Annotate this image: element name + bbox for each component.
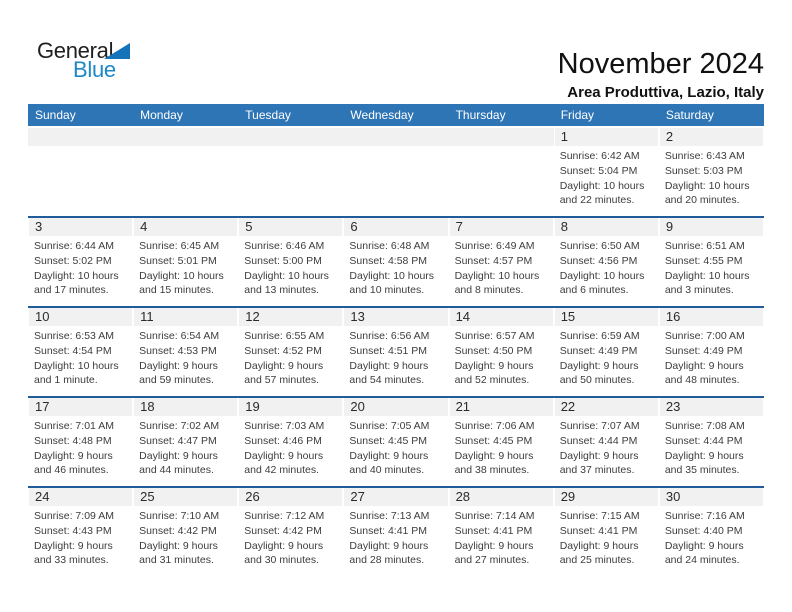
day-details: [449, 326, 554, 388]
sunrise-line: Sunrise: 6:53 AM: [34, 330, 114, 342]
sunset-line: Sunset: 4:43 PM: [34, 524, 112, 537]
sunset-line: Sunset: 5:04 PM: [559, 164, 638, 177]
sunrise-line: Sunrise: 7:14 AM: [454, 510, 535, 522]
day-cell: [238, 308, 343, 396]
day-details: [133, 236, 238, 298]
general-blue-logo: [30, 38, 140, 84]
daylight-line-2: and 42 minutes.: [244, 464, 319, 477]
daylight-line-2: and 28 minutes.: [349, 554, 425, 567]
logo-text-general: General: [37, 38, 114, 63]
daylight-line-1: Daylight: 9 hours: [34, 449, 113, 462]
day-cell: [238, 488, 343, 576]
day-cell: [554, 218, 659, 306]
day-number: 1: [560, 129, 568, 144]
sunset-line: Sunset: 4:57 PM: [454, 254, 533, 267]
day-cell: [449, 218, 554, 306]
day-details: [343, 506, 448, 568]
empty-cell: [238, 128, 343, 216]
weekday-label: Thursday: [455, 108, 506, 122]
day-details: [659, 506, 764, 568]
day-details: [343, 236, 448, 298]
sunrise-line: Sunrise: 6:54 AM: [139, 330, 220, 342]
daylight-line-2: and 10 minutes.: [349, 284, 425, 297]
sunset-line: Sunset: 4:40 PM: [664, 524, 743, 537]
daylight-line-2: and 15 minutes.: [139, 284, 214, 297]
day-details: [343, 416, 448, 478]
day-number: 27: [350, 489, 365, 504]
day-cell: [659, 128, 764, 216]
day-cell: [28, 488, 133, 576]
weekday-label: Sunday: [35, 108, 76, 122]
daylight-line-2: and 52 minutes.: [454, 374, 530, 387]
day-cell: [554, 398, 659, 486]
daylight-line-2: and 48 minutes.: [664, 374, 740, 387]
day-cell: [449, 308, 554, 396]
sunset-line: Sunset: 4:41 PM: [559, 524, 638, 537]
sunset-line: Sunset: 4:46 PM: [244, 434, 322, 447]
sunrise-line: Sunrise: 7:08 AM: [664, 420, 745, 432]
day-details: [28, 326, 133, 388]
sunrise-line: Sunrise: 6:56 AM: [349, 330, 430, 342]
day-band: [344, 218, 447, 236]
sunset-line: Sunset: 4:45 PM: [349, 434, 428, 447]
daylight-line-2: and 38 minutes.: [454, 464, 530, 477]
day-cell: [133, 488, 238, 576]
daylight-line-1: Daylight: 9 hours: [244, 449, 324, 462]
daylight-line-1: Daylight: 9 hours: [139, 359, 218, 372]
sunset-line: Sunset: 4:41 PM: [454, 524, 533, 537]
day-band: [450, 398, 553, 416]
daylight-line-1: Daylight: 9 hours: [559, 449, 639, 462]
sunrise-line: Sunrise: 7:00 AM: [664, 330, 745, 342]
day-details: [449, 506, 554, 568]
sunset-line: Sunset: 4:52 PM: [244, 344, 322, 357]
sunrise-line: Sunrise: 7:16 AM: [664, 510, 745, 522]
day-band: [344, 308, 447, 326]
daylight-line-2: and 54 minutes.: [349, 374, 425, 387]
day-band: [660, 128, 763, 146]
sunrise-line: Sunrise: 6:46 AM: [244, 240, 325, 252]
daylight-line-2: and 13 minutes.: [244, 284, 319, 297]
daylight-line-2: and 1 minute.: [34, 374, 98, 387]
day-details: [238, 236, 343, 298]
sunrise-line: Sunrise: 7:10 AM: [139, 510, 220, 522]
day-band: [134, 218, 237, 236]
day-number: 10: [35, 309, 50, 324]
day-number: 28: [455, 489, 471, 504]
daylight-line-1: Daylight: 9 hours: [244, 539, 324, 552]
day-band: [133, 128, 238, 146]
day-band: [29, 488, 132, 506]
sunset-line: Sunset: 4:58 PM: [349, 254, 428, 267]
daylight-line-1: Daylight: 9 hours: [454, 539, 534, 552]
day-number: 22: [560, 399, 576, 414]
daylight-line-2: and 35 minutes.: [664, 464, 740, 477]
sunset-line: Sunset: 4:48 PM: [34, 434, 112, 447]
day-details: [554, 506, 659, 568]
day-band: [29, 218, 132, 236]
sunrise-line: Sunrise: 6:43 AM: [664, 150, 745, 162]
day-details: [449, 416, 554, 478]
daylight-line-1: Daylight: 10 hours: [244, 269, 329, 282]
sunrise-line: Sunrise: 7:13 AM: [349, 510, 430, 522]
empty-cell: [28, 128, 133, 216]
sunset-line: Sunset: 4:49 PM: [559, 344, 638, 357]
empty-cell: [343, 128, 448, 216]
day-details: [133, 506, 238, 568]
day-details: [554, 326, 659, 388]
daylight-line-1: Daylight: 10 hours: [559, 179, 645, 192]
daylight-line-1: Daylight: 10 hours: [454, 269, 540, 282]
daylight-line-1: Daylight: 9 hours: [454, 449, 534, 462]
day-band: [555, 128, 658, 146]
daylight-line-1: Daylight: 9 hours: [244, 359, 324, 372]
sunrise-line: Sunrise: 7:06 AM: [454, 420, 535, 432]
day-band: [239, 218, 342, 236]
daylight-line-1: Daylight: 10 hours: [559, 269, 645, 282]
day-number: 20: [350, 399, 365, 414]
day-number: 3: [35, 219, 43, 234]
day-number: 6: [350, 219, 358, 234]
sunset-line: Sunset: 5:00 PM: [244, 254, 322, 267]
weekday-label: Tuesday: [245, 108, 291, 122]
day-details: [28, 506, 133, 568]
sunrise-line: Sunrise: 7:07 AM: [559, 420, 640, 432]
day-details: [554, 416, 659, 478]
day-band: [28, 128, 133, 146]
day-cell: [554, 488, 659, 576]
daylight-line-2: and 31 minutes.: [139, 554, 214, 567]
day-number: 9: [665, 219, 674, 234]
day-number: 16: [665, 309, 681, 324]
day-band: [555, 488, 658, 506]
week-row: [28, 306, 764, 396]
day-number: 24: [35, 489, 50, 504]
day-band: [343, 128, 448, 146]
empty-cell: [133, 128, 238, 216]
weekday-label: Friday: [560, 108, 595, 122]
day-cell: [238, 218, 343, 306]
day-number: 15: [560, 309, 576, 324]
week-row: [28, 396, 764, 486]
sunrise-line: Sunrise: 6:55 AM: [244, 330, 325, 342]
daylight-line-1: Daylight: 9 hours: [139, 539, 218, 552]
day-number: 21: [455, 399, 471, 414]
daylight-line-2: and 30 minutes.: [244, 554, 319, 567]
day-details: [659, 236, 764, 298]
page-subtitle: Area Produttiva, Lazio, Italy: [567, 84, 764, 101]
day-band: [555, 398, 658, 416]
daylight-line-1: Daylight: 10 hours: [139, 269, 224, 282]
day-number: 2: [665, 129, 674, 144]
weekday-label: Monday: [140, 108, 183, 122]
day-cell: [238, 398, 343, 486]
sunset-line: Sunset: 4:47 PM: [139, 434, 217, 447]
week-row: [28, 486, 764, 576]
day-number: 4: [140, 219, 148, 234]
sunrise-line: Sunrise: 7:03 AM: [244, 420, 325, 432]
sunset-line: Sunset: 4:42 PM: [244, 524, 322, 537]
day-cell: [343, 398, 448, 486]
daylight-line-1: Daylight: 9 hours: [349, 449, 429, 462]
daylight-line-2: and 46 minutes.: [34, 464, 109, 477]
daylight-line-2: and 57 minutes.: [244, 374, 319, 387]
day-band: [344, 398, 447, 416]
day-band: [239, 308, 342, 326]
day-cell: [659, 398, 764, 486]
day-band: [450, 218, 553, 236]
day-cell: [28, 218, 133, 306]
day-details: [554, 236, 659, 298]
day-details: [238, 416, 343, 478]
page-title: November 2024: [557, 48, 764, 80]
day-band: [344, 488, 447, 506]
day-band: [450, 488, 553, 506]
day-band: [29, 308, 132, 326]
sunset-line: Sunset: 4:49 PM: [664, 344, 743, 357]
day-cell: [449, 398, 554, 486]
sunrise-line: Sunrise: 6:50 AM: [559, 240, 640, 252]
day-band: [449, 128, 554, 146]
daylight-line-2: and 6 minutes.: [559, 284, 629, 297]
daylight-line-2: and 37 minutes.: [559, 464, 635, 477]
daylight-line-1: Daylight: 10 hours: [664, 179, 750, 192]
sunset-line: Sunset: 5:03 PM: [664, 164, 743, 177]
calendar-grid: [28, 104, 764, 576]
sunset-line: Sunset: 4:41 PM: [349, 524, 428, 537]
day-cell: [343, 218, 448, 306]
daylight-line-2: and 3 minutes.: [664, 284, 734, 297]
day-cell: [659, 218, 764, 306]
weekday-label: Wednesday: [350, 108, 414, 122]
sunset-line: Sunset: 4:45 PM: [454, 434, 533, 447]
sunrise-line: Sunrise: 6:42 AM: [559, 150, 640, 162]
day-band: [134, 488, 237, 506]
day-band: [555, 308, 658, 326]
sunset-line: Sunset: 5:01 PM: [139, 254, 217, 267]
daylight-line-1: Daylight: 9 hours: [139, 449, 218, 462]
day-details: [659, 146, 764, 208]
daylight-line-1: Daylight: 9 hours: [454, 359, 534, 372]
sunrise-line: Sunrise: 6:51 AM: [664, 240, 745, 252]
daylight-line-1: Daylight: 10 hours: [34, 359, 119, 372]
daylight-line-1: Daylight: 9 hours: [34, 539, 113, 552]
daylight-line-2: and 44 minutes.: [139, 464, 214, 477]
sunrise-line: Sunrise: 7:02 AM: [139, 420, 220, 432]
day-details: [133, 326, 238, 388]
daylight-line-1: Daylight: 9 hours: [664, 449, 744, 462]
week-row: [28, 128, 764, 216]
sunset-line: Sunset: 5:02 PM: [34, 254, 112, 267]
sunrise-line: Sunrise: 7:09 AM: [34, 510, 114, 522]
day-band: [134, 398, 237, 416]
weekday-header-row: [28, 104, 764, 126]
day-number: 14: [455, 309, 471, 324]
day-cell: [659, 488, 764, 576]
day-number: 12: [245, 309, 260, 324]
daylight-line-2: and 20 minutes.: [664, 194, 740, 207]
daylight-line-1: Daylight: 9 hours: [559, 539, 639, 552]
day-band: [555, 218, 658, 236]
day-number: 26: [245, 489, 260, 504]
day-number: 25: [140, 489, 155, 504]
day-details: [449, 236, 554, 298]
sunset-line: Sunset: 4:51 PM: [349, 344, 428, 357]
daylight-line-2: and 59 minutes.: [139, 374, 214, 387]
sunrise-line: Sunrise: 6:59 AM: [559, 330, 640, 342]
day-band: [134, 308, 237, 326]
daylight-line-1: Daylight: 10 hours: [34, 269, 119, 282]
day-band: [450, 308, 553, 326]
sunset-line: Sunset: 4:53 PM: [139, 344, 217, 357]
day-cell: [449, 488, 554, 576]
day-cell: [133, 218, 238, 306]
day-band: [238, 128, 343, 146]
sunset-line: Sunset: 4:56 PM: [559, 254, 638, 267]
daylight-line-1: Daylight: 10 hours: [664, 269, 750, 282]
day-band: [660, 218, 763, 236]
daylight-line-2: and 17 minutes.: [34, 284, 109, 297]
daylight-line-2: and 24 minutes.: [664, 554, 740, 567]
daylight-line-1: Daylight: 9 hours: [664, 539, 744, 552]
day-cell: [554, 128, 659, 216]
weeks-container: [28, 128, 764, 576]
day-band: [660, 398, 763, 416]
day-details: [28, 416, 133, 478]
empty-cell: [449, 128, 554, 216]
day-number: 17: [35, 399, 50, 414]
day-number: 13: [350, 309, 365, 324]
sunset-line: Sunset: 4:55 PM: [664, 254, 743, 267]
day-cell: [659, 308, 764, 396]
daylight-line-1: Daylight: 10 hours: [349, 269, 435, 282]
sunrise-line: Sunrise: 6:48 AM: [349, 240, 430, 252]
daylight-line-1: Daylight: 9 hours: [349, 539, 429, 552]
day-number: 5: [245, 219, 253, 234]
sunrise-line: Sunrise: 6:44 AM: [34, 240, 114, 252]
daylight-line-1: Daylight: 9 hours: [559, 359, 639, 372]
sunset-line: Sunset: 4:54 PM: [34, 344, 112, 357]
daylight-line-2: and 25 minutes.: [559, 554, 635, 567]
daylight-line-2: and 27 minutes.: [454, 554, 530, 567]
day-band: [660, 488, 763, 506]
day-number: 19: [245, 399, 260, 414]
day-number: 29: [560, 489, 576, 504]
sunrise-line: Sunrise: 6:45 AM: [139, 240, 220, 252]
day-details: [554, 146, 659, 208]
day-band: [29, 398, 132, 416]
sunset-line: Sunset: 4:50 PM: [454, 344, 533, 357]
day-number: 8: [560, 219, 568, 234]
day-cell: [133, 308, 238, 396]
day-details: [238, 326, 343, 388]
day-number: 23: [665, 399, 681, 414]
day-details: [659, 416, 764, 478]
sunrise-line: Sunrise: 6:57 AM: [454, 330, 535, 342]
day-cell: [28, 398, 133, 486]
day-band: [660, 308, 763, 326]
daylight-line-2: and 40 minutes.: [349, 464, 425, 477]
day-details: [28, 236, 133, 298]
day-number: 11: [140, 309, 154, 324]
daylight-line-2: and 22 minutes.: [559, 194, 635, 207]
day-cell: [133, 398, 238, 486]
day-number: 30: [665, 489, 681, 504]
day-details: [238, 506, 343, 568]
daylight-line-1: Daylight: 9 hours: [664, 359, 744, 372]
sunrise-line: Sunrise: 7:05 AM: [349, 420, 430, 432]
daylight-line-1: Daylight: 9 hours: [349, 359, 429, 372]
sunset-line: Sunset: 4:42 PM: [139, 524, 217, 537]
week-row: [28, 216, 764, 306]
day-band: [239, 398, 342, 416]
weekday-label: Saturday: [665, 108, 714, 122]
day-number: 18: [140, 399, 155, 414]
sunrise-line: Sunrise: 6:49 AM: [454, 240, 535, 252]
sunrise-line: Sunrise: 7:15 AM: [559, 510, 640, 522]
sunset-line: Sunset: 4:44 PM: [664, 434, 743, 447]
sunrise-line: Sunrise: 7:12 AM: [244, 510, 325, 522]
sunrise-line: Sunrise: 7:01 AM: [34, 420, 114, 432]
day-cell: [343, 308, 448, 396]
day-cell: [28, 308, 133, 396]
day-number: 7: [455, 219, 463, 234]
day-details: [659, 326, 764, 388]
daylight-line-2: and 8 minutes.: [454, 284, 524, 297]
day-cell: [343, 488, 448, 576]
day-band: [239, 488, 342, 506]
logo-text-blue: Blue: [73, 57, 116, 82]
daylight-line-2: and 33 minutes.: [34, 554, 109, 567]
day-details: [343, 326, 448, 388]
daylight-line-2: and 50 minutes.: [559, 374, 635, 387]
day-details: [133, 416, 238, 478]
sunset-line: Sunset: 4:44 PM: [559, 434, 638, 447]
day-cell: [554, 308, 659, 396]
